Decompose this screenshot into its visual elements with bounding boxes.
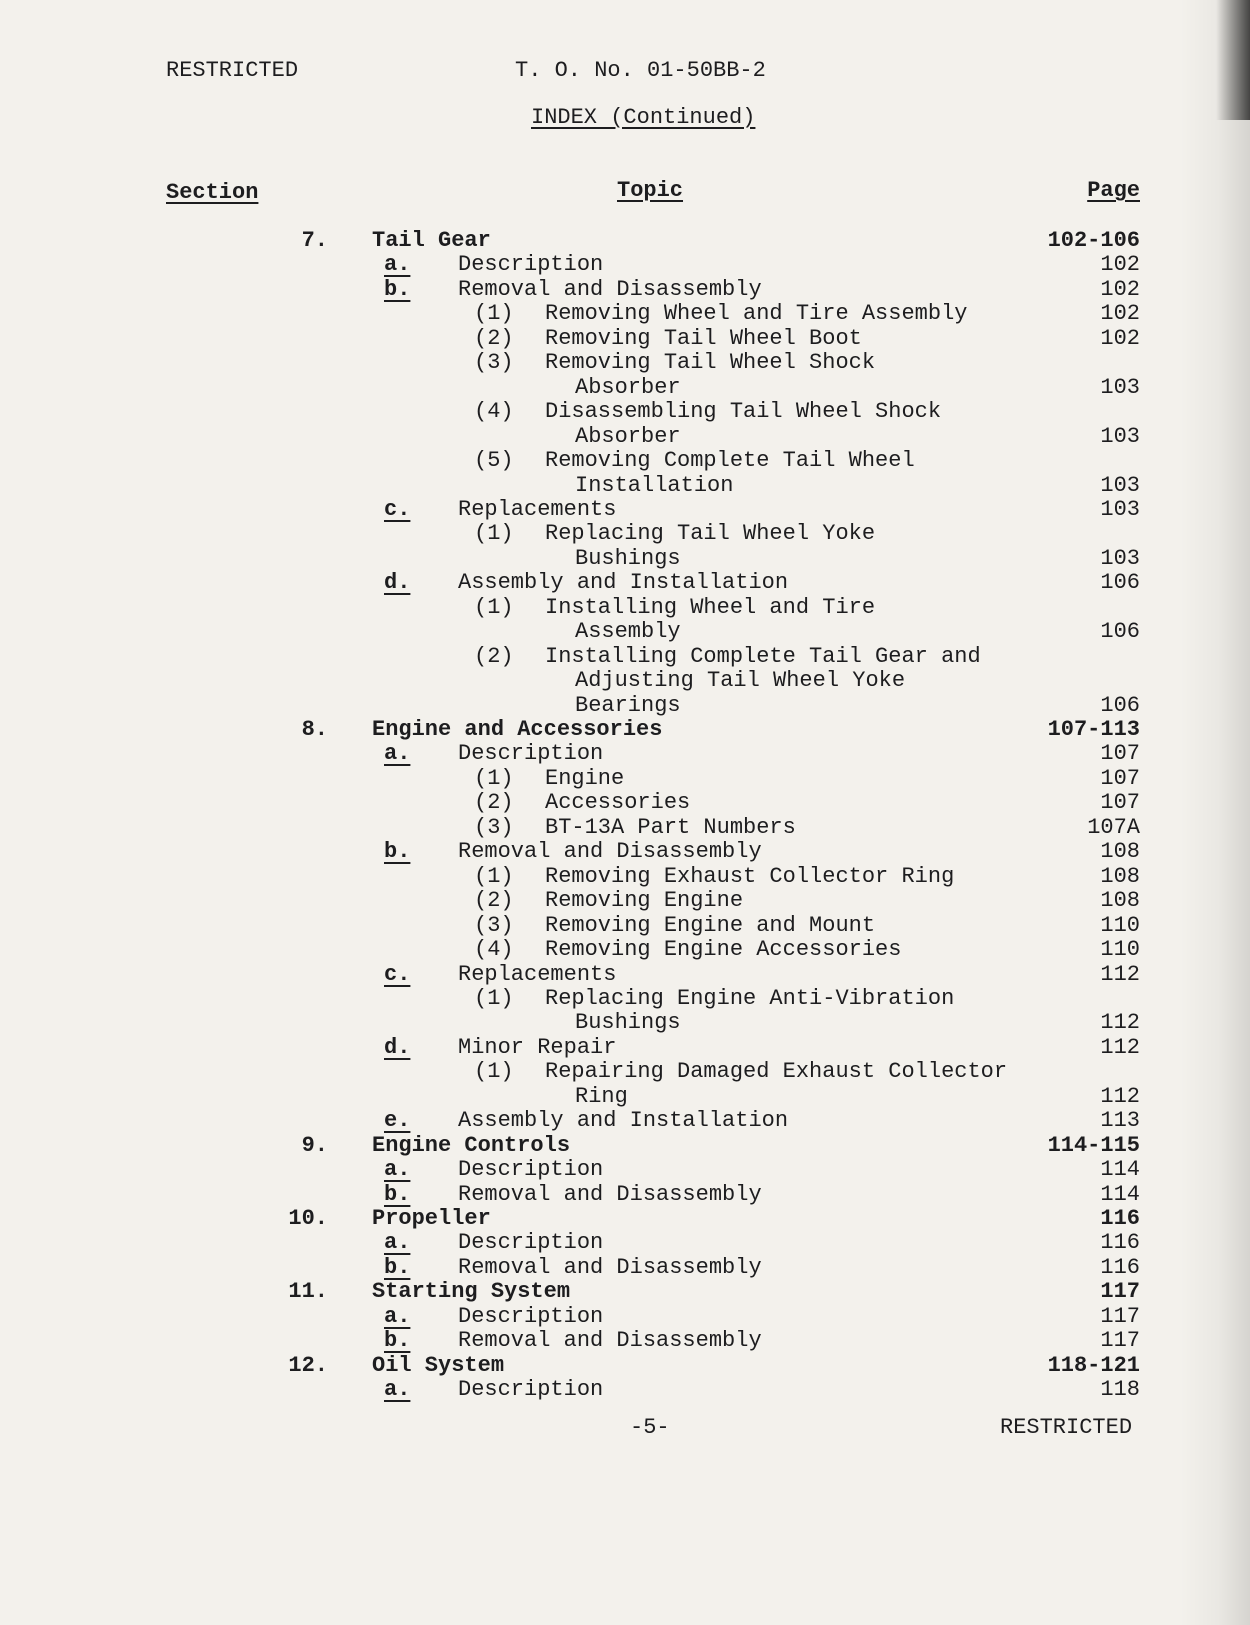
- subsection-letter: a.: [384, 1377, 411, 1403]
- subsection-letter: c.: [384, 496, 411, 522]
- topic-text: Removing Wheel and Tire Assembly: [545, 301, 968, 327]
- topic-text: Assembly and Installation: [458, 1108, 789, 1134]
- topic-text: Description: [458, 1303, 604, 1329]
- index-row: [0, 668, 1250, 693]
- index-row: [0, 252, 1250, 277]
- item-number: (4): [474, 937, 514, 962]
- item-number: (1): [474, 765, 514, 791]
- page-corner-wear: [1216, 0, 1250, 120]
- index-row: [0, 228, 1250, 253]
- index-row: [0, 448, 1250, 473]
- topic-text: Propeller: [372, 1206, 491, 1231]
- index-row: [0, 717, 1250, 742]
- index-row: [0, 1035, 1250, 1060]
- item-number: (1): [474, 594, 514, 620]
- index-row: [0, 839, 1250, 864]
- topic-text: Installing Wheel and Tire: [545, 594, 876, 620]
- page-reference: 102: [1100, 301, 1140, 327]
- topic-text: Engine Controls: [372, 1132, 571, 1158]
- page-reference: 106: [1100, 619, 1140, 645]
- page-reference: 114: [1100, 1157, 1140, 1183]
- page-reference: 106: [1100, 692, 1140, 718]
- topic-text: Disassembling Tail Wheel Shock: [545, 399, 942, 425]
- topic-text: Bushings: [575, 1010, 681, 1036]
- topic-text: Removing Engine: [545, 888, 744, 914]
- topic-text: Description: [458, 1377, 604, 1403]
- index-row: [0, 497, 1250, 522]
- item-number: (3): [474, 814, 514, 840]
- topic-text: BT-13A Part Numbers: [545, 814, 796, 840]
- topic-text: Oil System: [372, 1352, 505, 1378]
- page-reference: 116: [1100, 1206, 1140, 1231]
- page-number: -5-: [630, 1415, 670, 1440]
- index-row: [0, 1377, 1250, 1402]
- index-row: [0, 864, 1250, 889]
- topic-text: Replacing Tail Wheel Yoke: [545, 521, 876, 547]
- section-number: 12.: [288, 1352, 328, 1378]
- index-row: [0, 1157, 1250, 1182]
- topic-text: Assembly: [575, 619, 681, 645]
- page-reference: 118-121: [1047, 1352, 1140, 1378]
- index-row: [0, 888, 1250, 913]
- index-row: [0, 766, 1250, 791]
- index-row: [0, 473, 1250, 498]
- topic-text: Starting System: [372, 1279, 571, 1305]
- index-row: [0, 375, 1250, 400]
- page-reference: 116: [1100, 1230, 1140, 1256]
- subsection-letter: a.: [384, 1230, 411, 1256]
- page-reference: 112: [1100, 961, 1140, 987]
- page-reference: 102: [1100, 276, 1140, 302]
- topic-text: Removal and Disassembly: [458, 839, 762, 865]
- column-header-topic: Topic: [617, 178, 684, 203]
- index-row: [0, 1255, 1250, 1280]
- page-reference: 107-113: [1047, 717, 1140, 742]
- topic-text: Repairing Damaged Exhaust Collector: [545, 1059, 1008, 1085]
- column-header-section: Section: [166, 180, 259, 205]
- page-reference: 106: [1100, 570, 1140, 596]
- page-reference: 110: [1100, 937, 1140, 962]
- page-reference: 107: [1100, 790, 1140, 816]
- topic-text: Accessories: [545, 790, 691, 816]
- topic-text: Removal and Disassembly: [458, 1328, 762, 1354]
- page-reference: 118: [1100, 1377, 1140, 1403]
- page-reference: 117: [1100, 1279, 1140, 1305]
- item-number: (1): [474, 301, 514, 327]
- index-row: [0, 693, 1250, 718]
- index-row: [0, 1084, 1250, 1109]
- topic-text: Absorber: [575, 423, 681, 449]
- item-number: (5): [474, 448, 514, 473]
- section-number: 8.: [301, 717, 328, 742]
- index-row: [0, 350, 1250, 375]
- index-row: [0, 1010, 1250, 1035]
- topic-text: Removing Engine Accessories: [545, 937, 902, 962]
- page-reference: 102: [1100, 252, 1140, 278]
- subsection-letter: e.: [384, 1108, 411, 1134]
- topic-text: Engine and Accessories: [372, 717, 663, 742]
- page-reference: 117: [1100, 1328, 1140, 1354]
- index-row: [0, 1059, 1250, 1084]
- item-number: (2): [474, 888, 514, 914]
- topic-text: Ring: [575, 1083, 628, 1109]
- index-row: [0, 1182, 1250, 1207]
- page-reference: 103: [1100, 496, 1140, 522]
- subsection-letter: a.: [384, 1303, 411, 1329]
- topic-text: Adjusting Tail Wheel Yoke: [575, 668, 906, 694]
- topic-text: Removing Tail Wheel Boot: [545, 325, 862, 351]
- page-reference: 112: [1100, 1083, 1140, 1109]
- index-row: [0, 1353, 1250, 1378]
- index-row: [0, 644, 1250, 669]
- topic-text: Replacing Engine Anti-Vibration: [545, 985, 955, 1011]
- topic-text: Installation: [575, 472, 734, 498]
- topic-text: Description: [458, 1230, 604, 1256]
- index-row: [0, 619, 1250, 644]
- page-title: INDEX (Continued): [531, 105, 756, 130]
- index-row: [0, 937, 1250, 962]
- index-row: [0, 277, 1250, 302]
- index-row: [0, 1304, 1250, 1329]
- index-row: [0, 1328, 1250, 1353]
- page-reference: 113: [1100, 1108, 1140, 1134]
- page-reference: 103: [1100, 374, 1140, 400]
- page-reference: 103: [1100, 423, 1140, 449]
- topic-text: Absorber: [575, 374, 681, 400]
- page-reference: 114-115: [1047, 1132, 1140, 1158]
- topic-text: Removal and Disassembly: [458, 1181, 762, 1207]
- topic-text: Description: [458, 741, 604, 767]
- topic-text: Engine: [545, 765, 625, 791]
- header-restricted: RESTRICTED: [166, 58, 299, 83]
- index-row: [0, 1230, 1250, 1255]
- index-row: [0, 424, 1250, 449]
- topic-text: Tail Gear: [372, 228, 491, 253]
- subsection-letter: a.: [384, 252, 411, 278]
- subsection-letter: b.: [384, 1328, 411, 1354]
- subsection-letter: a.: [384, 1157, 411, 1183]
- item-number: (3): [474, 912, 514, 938]
- topic-text: Minor Repair: [458, 1034, 617, 1060]
- document-number: T. O. No. 01-50BB-2: [515, 58, 766, 83]
- page-reference: 108: [1100, 863, 1140, 889]
- index-row: [0, 1206, 1250, 1231]
- page-reference: 114: [1100, 1181, 1140, 1207]
- page-reference: 112: [1100, 1034, 1140, 1060]
- subsection-letter: b.: [384, 839, 411, 865]
- page-reference: 117: [1100, 1303, 1140, 1329]
- index-row: [0, 399, 1250, 424]
- topic-text: Assembly and Installation: [458, 570, 789, 596]
- topic-text: Removal and Disassembly: [458, 1254, 762, 1280]
- item-number: (1): [474, 863, 514, 889]
- topic-text: Removing Complete Tail Wheel: [545, 448, 915, 473]
- footer-restricted: RESTRICTED: [1000, 1415, 1133, 1440]
- column-header-page: Page: [1087, 178, 1140, 203]
- index-row: [0, 741, 1250, 766]
- section-number: 11.: [288, 1279, 328, 1305]
- page-reference: 107A: [1087, 814, 1140, 840]
- index-row: [0, 595, 1250, 620]
- page-reference: 107: [1100, 741, 1140, 767]
- index-row: [0, 962, 1250, 987]
- topic-text: Replacements: [458, 496, 617, 522]
- index-row: [0, 913, 1250, 938]
- section-number: 10.: [288, 1206, 328, 1231]
- page-reference: 112: [1100, 1010, 1140, 1036]
- page-reference: 102-106: [1047, 228, 1140, 253]
- index-row: [0, 815, 1250, 840]
- section-number: 9.: [301, 1132, 328, 1158]
- topic-text: Removal and Disassembly: [458, 276, 762, 302]
- item-number: (2): [474, 643, 514, 669]
- topic-text: Bearings: [575, 692, 681, 718]
- topic-text: Removing Engine and Mount: [545, 912, 876, 938]
- item-number: (2): [474, 325, 514, 351]
- index-row: [0, 1133, 1250, 1158]
- subsection-letter: b.: [384, 1181, 411, 1207]
- page-reference: 107: [1100, 765, 1140, 791]
- subsection-letter: a.: [384, 741, 411, 767]
- index-row: [0, 326, 1250, 351]
- index-row: [0, 1108, 1250, 1133]
- topic-text: Removing Exhaust Collector Ring: [545, 863, 955, 889]
- index-row: [0, 521, 1250, 546]
- topic-text: Description: [458, 252, 604, 278]
- topic-text: Removing Tail Wheel Shock: [545, 350, 876, 376]
- item-number: (1): [474, 1059, 514, 1085]
- subsection-letter: b.: [384, 1254, 411, 1280]
- subsection-letter: d.: [384, 1034, 411, 1060]
- index-row: [0, 570, 1250, 595]
- section-number: 7.: [301, 228, 328, 253]
- index-row: [0, 790, 1250, 815]
- page-reference: 108: [1100, 888, 1140, 914]
- page-reference: 108: [1100, 839, 1140, 865]
- index-row: [0, 986, 1250, 1011]
- item-number: (1): [474, 521, 514, 547]
- item-number: (2): [474, 790, 514, 816]
- topic-text: Installing Complete Tail Gear and: [545, 643, 981, 669]
- subsection-letter: d.: [384, 570, 411, 596]
- subsection-letter: c.: [384, 961, 411, 987]
- item-number: (4): [474, 399, 514, 425]
- index-row: [0, 1279, 1250, 1304]
- topic-text: Replacements: [458, 961, 617, 987]
- page-reference: 102: [1100, 325, 1140, 351]
- page-reference: 103: [1100, 472, 1140, 498]
- topic-text: Description: [458, 1157, 604, 1183]
- page-reference: 116: [1100, 1254, 1140, 1280]
- page-reference: 110: [1100, 912, 1140, 938]
- page-reference: 103: [1100, 545, 1140, 571]
- index-row: [0, 301, 1250, 326]
- topic-text: Bushings: [575, 545, 681, 571]
- item-number: (3): [474, 350, 514, 376]
- subsection-letter: b.: [384, 276, 411, 302]
- item-number: (1): [474, 985, 514, 1011]
- index-row: [0, 546, 1250, 571]
